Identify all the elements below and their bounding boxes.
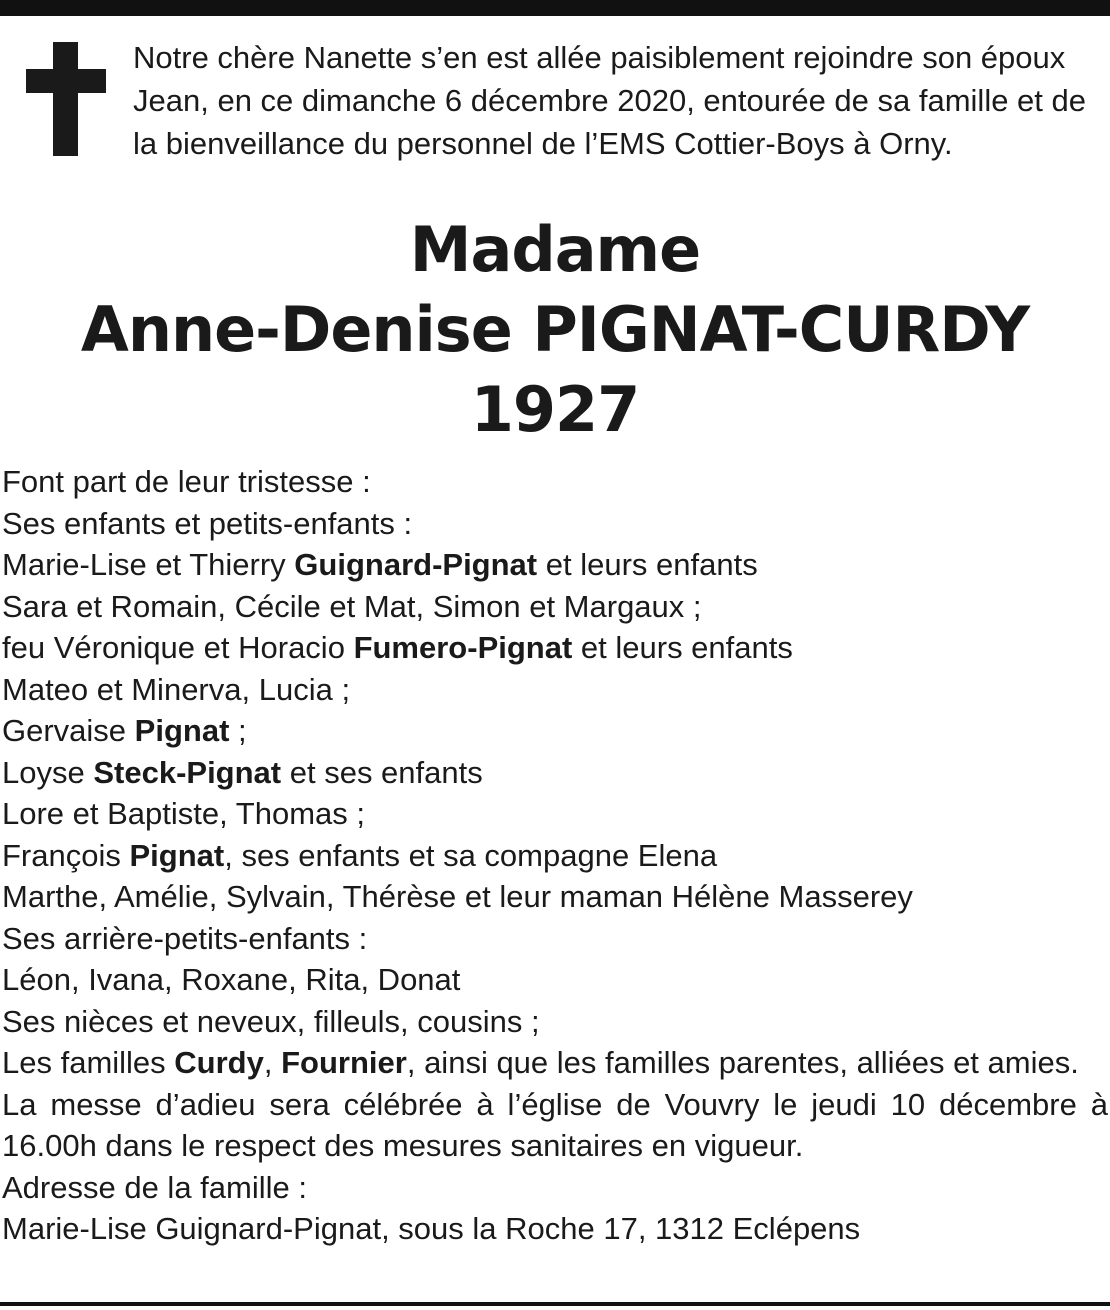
family-line: Lore et Baptiste, Thomas ; — [2, 796, 366, 831]
address-label: Adresse de la famille : — [2, 1169, 307, 1205]
family-line: François Pignat, ses enfants et sa compagne Elena — [2, 837, 718, 873]
great-grandchildren-heading: Ses arrière-petits-enfants : — [2, 920, 368, 956]
funeral-service-notice: La messe d’adieu sera célébrée à l’église de Vouvry le jeudi 10 décembre à 16.00h dans le respect des mesures sanitaires en vigueur. — [2, 1086, 1108, 1163]
family-surname: Curdy — [174, 1045, 264, 1080]
family-surname: Steck-Pignat — [93, 754, 282, 790]
cross-icon — [26, 42, 106, 156]
family-surname: Pignat — [134, 713, 230, 748]
family-announcement — [2, 461, 1108, 1250]
intro-paragraph: Notre chère Nanette s’en est allée paisiblement rejoindre son époux Jean, en ce dimanche 6 décembre 2020, entourée de sa famille et de la bienveillance du personnel de l’EMS Cottier-Boys à Orny. — [133, 40, 1087, 161]
family-line: Loyse Steck-Pignat et ses enfants — [2, 754, 483, 790]
title-name: Anne-Denise PIGNAT-CURDY — [80, 293, 1030, 366]
extended-family-line: Les familles Curdy, Fournier, ainsi que les familles parentes, alliées et amies. — [2, 1045, 1079, 1080]
children-heading: Ses enfants et petits-enfants : — [2, 505, 413, 541]
family-line: Marie-Lise et Thierry Guignard-Pignat et leurs enfants — [2, 547, 758, 582]
bottom-border-rule — [0, 1302, 1110, 1306]
family-line: Sara et Romain, Cécile et Mat, Simon et Margaux ; — [2, 588, 702, 624]
family-surname: Fournier — [281, 1045, 407, 1080]
family-line: Mateo et Minerva, Lucia ; — [2, 671, 351, 707]
family-line: Gervaise Pignat ; — [2, 713, 247, 748]
deceased-title — [0, 210, 1110, 450]
title-honorific: Madame — [409, 213, 701, 286]
announcement-line: Font part de leur tristesse : — [2, 464, 371, 499]
family-line: Ses nièces et neveux, filleuls, cousins ; — [2, 1003, 540, 1039]
title-birth-year: 1927 — [470, 373, 640, 446]
family-surname: Guignard-Pignat — [294, 547, 538, 582]
family-line: Marthe, Amélie, Sylvain, Thérèse et leur maman Hélène Masserey — [2, 879, 913, 914]
family-line: Léon, Ivana, Roxane, Rita, Donat — [2, 962, 461, 997]
family-surname: Fumero-Pignat — [353, 630, 573, 665]
family-address: Marie-Lise Guignard-Pignat, sous la Roche 17, 1312 Eclépens — [2, 1211, 861, 1246]
family-surname: Pignat — [129, 837, 225, 873]
family-line: feu Véronique et Horacio Fumero-Pignat et leurs enfants — [2, 630, 793, 665]
top-border-rule — [0, 0, 1110, 16]
